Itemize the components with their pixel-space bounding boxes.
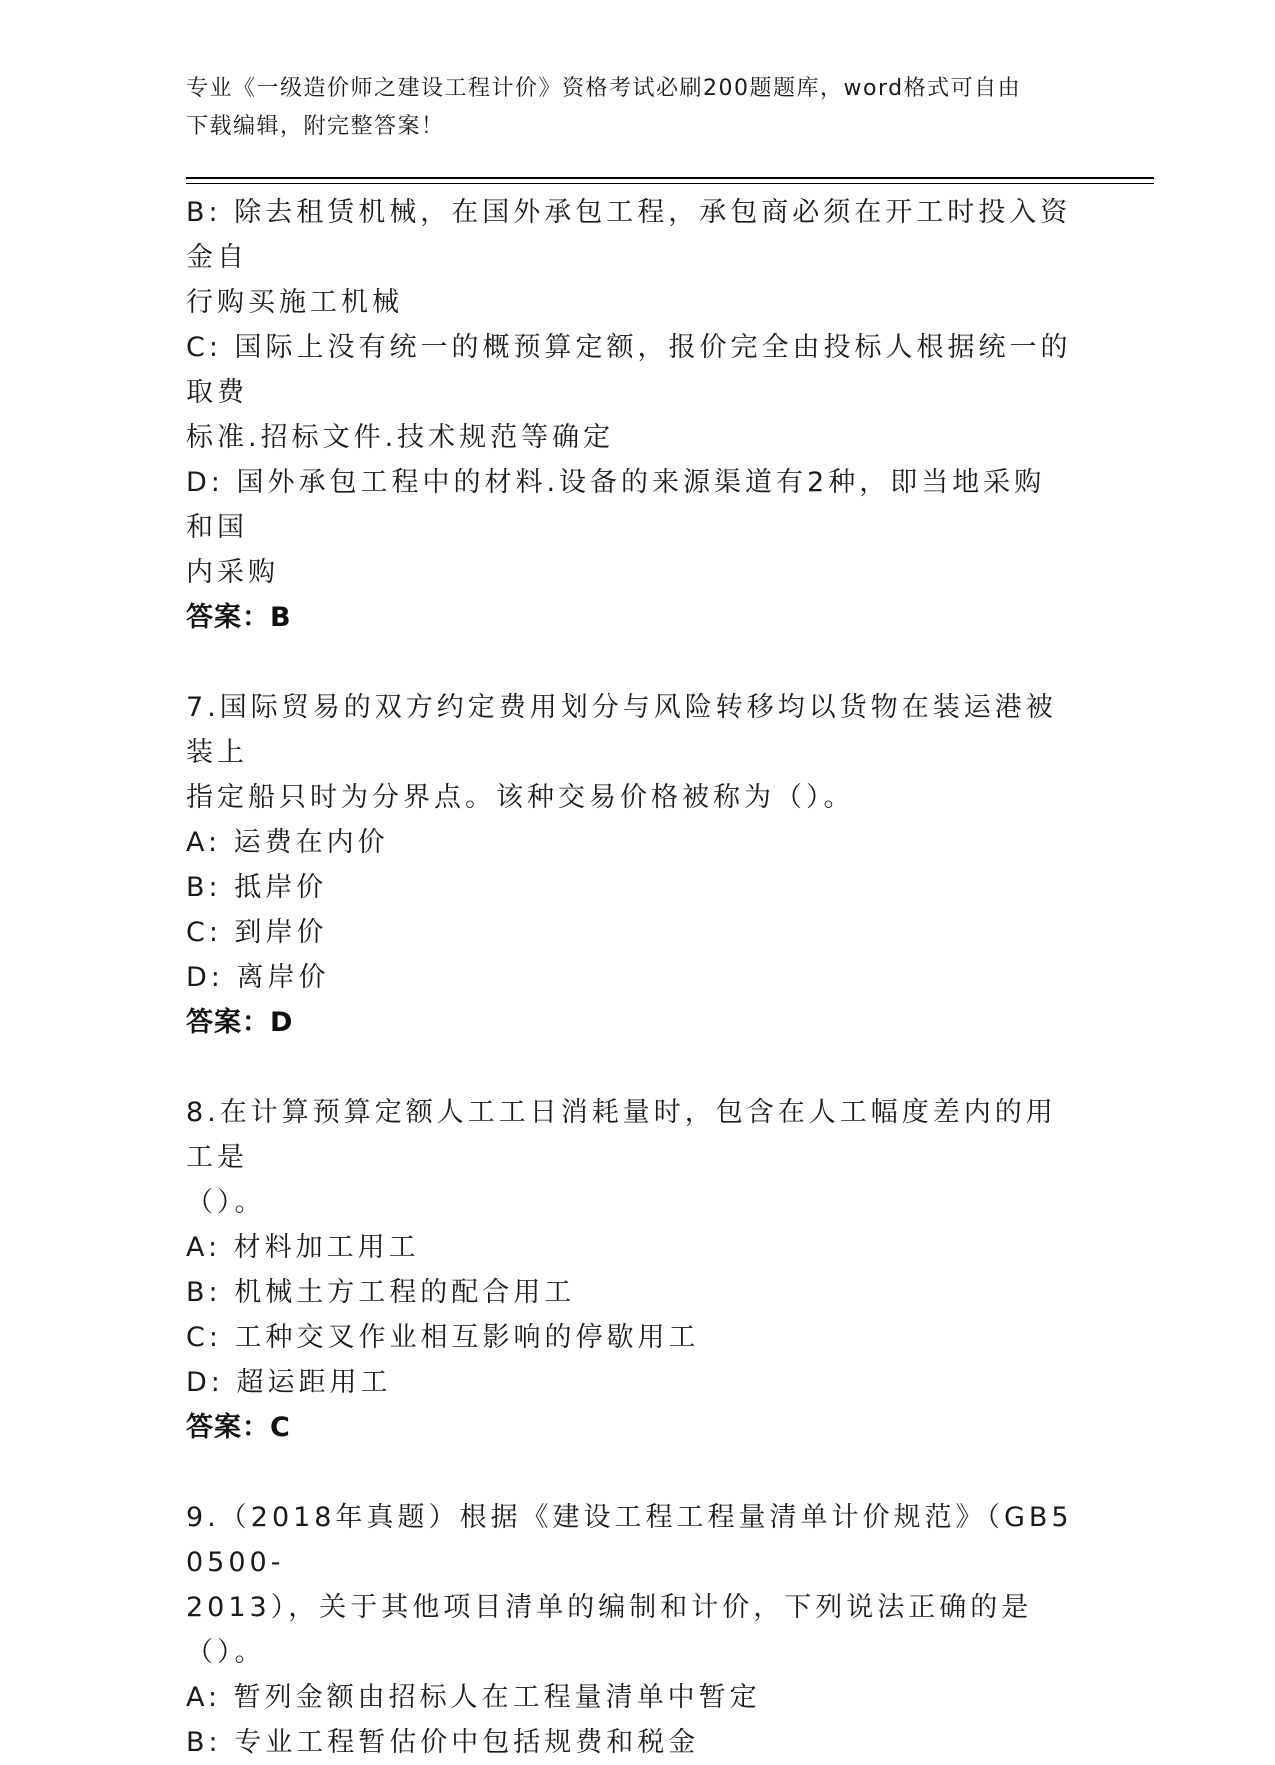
header-line-1: 专业《一级造价师之建设工程计价》资格考试必刷200题题库，word格式可自由 bbox=[186, 76, 1022, 101]
q6-option-c-line-2: 标准.招标文件.技术规范等确定 bbox=[186, 422, 615, 453]
q7-option-c: C: 到岸价 bbox=[186, 917, 328, 948]
q6-option-b-line-1: B: 除去租赁机械，在国外承包工程，承包商必须在开工时投入资金自 bbox=[186, 197, 1072, 273]
q9-stem-line-1: 9.（2018年真题）根据《建设工程工程量清单计价规范》（GB50500- bbox=[186, 1502, 1073, 1578]
q6-answer: 答案：B bbox=[186, 602, 292, 633]
question-8 bbox=[186, 1090, 1076, 1450]
document-body bbox=[186, 190, 1076, 1765]
q7-option-a: A: 运费在内价 bbox=[186, 827, 389, 858]
q7-answer: 答案：D bbox=[186, 1007, 294, 1038]
q8-option-a: A: 材料加工用工 bbox=[186, 1232, 420, 1263]
q9-stem-line-2: 2013），关于其他项目清单的编制和计价，下列说法正确的是（）。 bbox=[186, 1592, 1033, 1668]
question-9 bbox=[186, 1495, 1076, 1765]
q6-option-b-line-2: 行购买施工机械 bbox=[186, 287, 403, 318]
q9-option-a: A: 暂列金额由招标人在工程量清单中暂定 bbox=[186, 1682, 761, 1713]
question-spacer bbox=[186, 1045, 1076, 1090]
q8-option-c: C: 工种交叉作业相互影响的停歇用工 bbox=[186, 1322, 700, 1353]
q8-stem-line-1: 8.在计算预算定额人工工日消耗量时，包含在人工幅度差内的用工是 bbox=[186, 1097, 1057, 1173]
q8-option-d: D: 超运距用工 bbox=[186, 1367, 392, 1398]
question-spacer bbox=[186, 1450, 1076, 1495]
q8-option-b: B: 机械土方工程的配合用工 bbox=[186, 1277, 576, 1308]
document-header bbox=[186, 70, 1076, 146]
q7-stem-line-2: 指定船只时为分界点。该种交易价格被称为（）。 bbox=[186, 782, 855, 813]
q7-stem-line-1: 7.国际贸易的双方约定费用划分与风险转移均以货物在装运港被装上 bbox=[186, 692, 1057, 768]
q7-option-b: B: 抵岸价 bbox=[186, 872, 328, 903]
q6-option-c-line-1: C: 国际上没有统一的概预算定额，报价完全由投标人根据统一的取费 bbox=[186, 332, 1072, 408]
q6-option-d-line-1: D: 国外承包工程中的材料.设备的来源渠道有2种，即当地采购和国 bbox=[186, 467, 1046, 543]
header-line-2: 下载编辑，附完整答案！ bbox=[186, 114, 445, 139]
header-divider-thin bbox=[186, 183, 1154, 184]
question-spacer bbox=[186, 640, 1076, 685]
question-7 bbox=[186, 685, 1076, 1045]
q7-option-d: D: 离岸价 bbox=[186, 962, 330, 993]
header-divider-thick bbox=[186, 177, 1154, 179]
q8-stem-line-2: （）。 bbox=[186, 1187, 266, 1218]
q8-answer: 答案：C bbox=[186, 1412, 291, 1443]
q9-option-b: B: 专业工程暂估价中包括规费和税金 bbox=[186, 1727, 700, 1758]
question-6-continued bbox=[186, 190, 1076, 640]
q6-option-d-line-2: 内采购 bbox=[186, 557, 279, 588]
